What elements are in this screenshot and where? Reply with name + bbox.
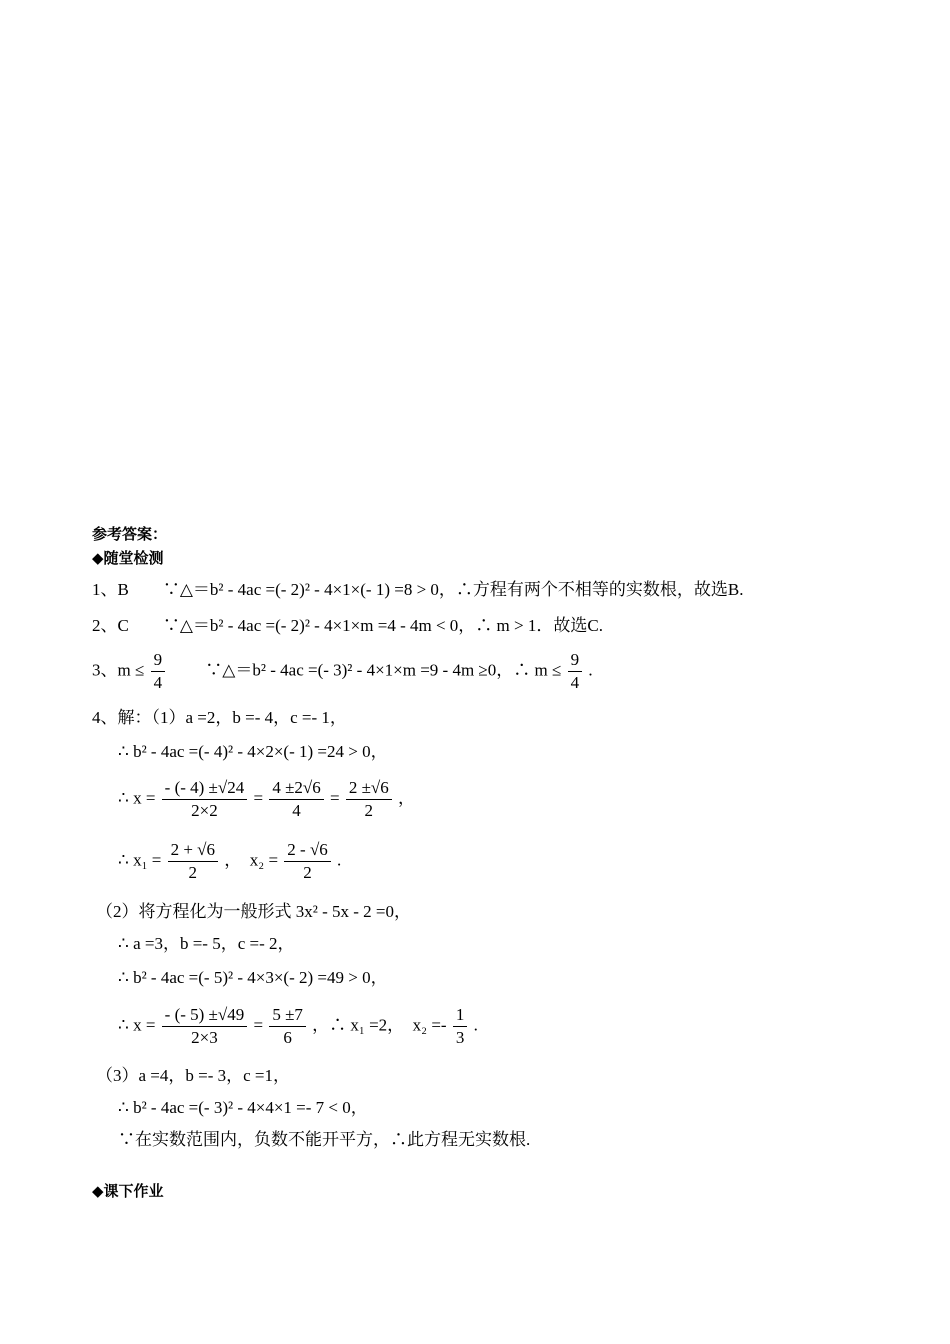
answer-line-8: （2）将方程化为一般形式 3x² - 5x - 2 =0， bbox=[96, 902, 412, 921]
answer-line-14: ∵在实数范围内，负数不能开平方，∴此方程无实数根. bbox=[118, 1130, 531, 1149]
answer-heading: 参考答案： bbox=[92, 525, 168, 543]
fraction: $\frac{9}{4}$ bbox=[151, 650, 166, 693]
answer-line-10: ∴ b² - 4ac =(- 5)² - 4×3×(- 2) =49 > 0， bbox=[118, 968, 388, 987]
answer-line-7: ∴ x₁ = $\frac{2 + √6}{2}$ ， x₂ = $\frac{2 - √6}{2}$ . bbox=[118, 840, 342, 882]
fraction: $\frac{2 - √6}{2}$ bbox=[284, 840, 331, 883]
fraction: $\frac{1}{3}$ bbox=[453, 1005, 468, 1048]
answer-line-2: 2、C ∵△＝b² - 4ac =(- 2)² - 4×1×m =4 - 4m < 0，∴ m > 1．故选C. bbox=[92, 616, 603, 635]
answer-line-4: 4、解：（1）a =2，b =- 4，c =- 1， bbox=[92, 708, 347, 727]
answer-line-9: ∴ a =3，b =- 5，c =- 2， bbox=[118, 934, 295, 953]
answer-line-5: ∴ b² - 4ac =(- 4)² - 4×2×(- 1) =24 > 0， bbox=[118, 742, 388, 761]
section-in-class-test: ◆随堂检测 bbox=[92, 549, 164, 567]
answer-line-12: （3）a =4，b =- 3，c =1， bbox=[96, 1066, 291, 1085]
section-homework: ◆课下作业 bbox=[92, 1182, 164, 1200]
fraction: $\frac{4 \pm 2√6}{4}$ bbox=[269, 778, 323, 821]
fraction: $\frac{5 \pm 7}{6}$ bbox=[269, 1005, 306, 1048]
answer-line-1: 1、B ∵△＝b² - 4ac =(- 2)² - 4×1×(- 1) =8 > 0，∴方程有两个不相等的实数根，故选B. bbox=[92, 580, 744, 599]
fraction: $\frac{- (- 4) \pm√24}{2\times 2}$ bbox=[162, 778, 248, 821]
answer-line-13: ∴ b² - 4ac =(- 3)² - 4×4×1 =- 7 < 0， bbox=[118, 1098, 368, 1117]
fraction: $\frac{- (- 5) \pm√49}{2\times 3}$ bbox=[162, 1005, 248, 1048]
answer-line-11: ∴ x = $\frac{- (- 5) \pm√49}{2\times 3}$ = $\frac{5 \pm 7}{6}$ ，∴ x₁ =2， x₂ =- $\frac{1}{3}$ . bbox=[118, 1005, 478, 1047]
answer-line-3: 3、m ≤ $\frac{9}{4}$ ∵△＝b² - 4ac =(- 3)² - 4×1×m =9 - 4m ≥0，∴ m ≤ $\frac{9}{4}$ . bbox=[92, 650, 593, 692]
fraction: $\frac{2 + √6}{2}$ bbox=[168, 840, 218, 883]
fraction: $\frac{2 \pm√6}{2}$ bbox=[346, 778, 392, 821]
answer-line-6: ∴ x = $\frac{- (- 4) \pm√24}{2\times 2}$ = $\frac{4 \pm 2√6}{4}$ = $\frac{2 \pm√6}{2}$ ， bbox=[118, 778, 415, 820]
fraction: $\frac{9}{4}$ bbox=[568, 650, 583, 693]
